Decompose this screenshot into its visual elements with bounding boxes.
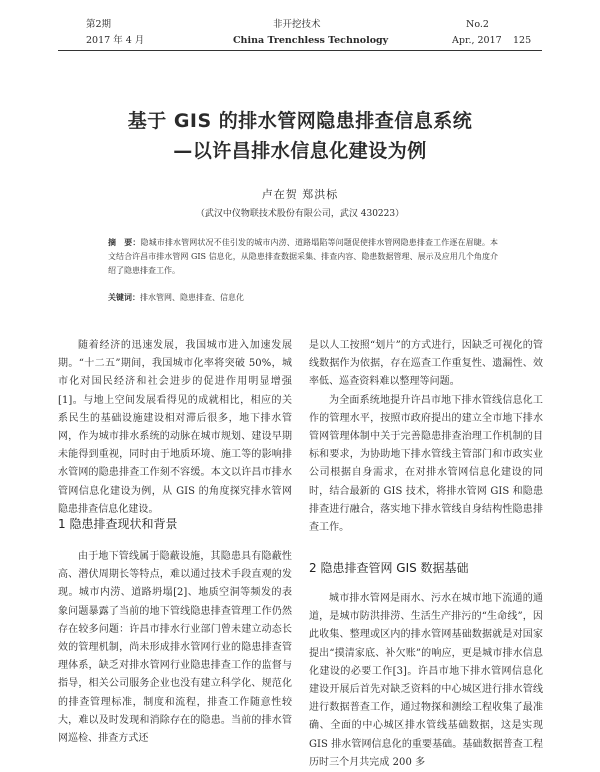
left-column-section-1 xyxy=(58,548,292,748)
affiliation: （武汉中仪物联技术股份有限公司，武汉 430223） xyxy=(195,209,405,219)
keywords-text: 排水管网、隐患排查、信息化 xyxy=(140,293,244,302)
right-paragraph-2: 为全面系统地提升许昌市地下排水管线信息化工作的管理水平，按照市政府提出的建立全市地下排水管网管理体制中关于完善隐患排查治理工作机制的目标和要求，为协助地下排水管线主管部门和市政实业公司根据自身需求，在对排水管网信息化建设的同时，结合最新的 GIS 技术，将排水管网 GIS 和隐患排查进行融合，落实地下排水管线自身结构性隐患排查工作。 xyxy=(309,394,543,534)
intro-paragraph: 随着经济的迅速发展，我国城市进入加速发展期。“十二五”期间，我国城市化率将突破 50%，城市化对国民经济和社会进步的促进作用明显增强[1]。与地上空间发展看得见的成就相比，相应的关系民生的基础设施建设相对滞后很多，地下排水管网，作为城市排水系统的动脉在城市规划、建设早期未能得到重视，同时由于地质环境、施工等的影响排水管网的隐患排查工作刻不容缓。本文以许昌市排水管网信息化建设为例，从 GIS 的角度探究排水管网隐患排查信息化建设。 xyxy=(58,340,292,515)
right-column-section-2 xyxy=(309,590,543,772)
header-date-en: Apr., 2017 xyxy=(452,35,502,46)
section-2-heading: 2 隐患排查管网 GIS 数据基础 xyxy=(309,561,469,575)
article-title-line-2: —以许昌排水信息化建设为例 xyxy=(173,140,427,162)
abstract xyxy=(108,236,498,278)
abstract-text: 隐城市排水管网状况不佳引发的城市内涝、道路塌陷等问题促使排水管网隐患排查工作逐在眉睫。本文结合许昌市排水管网 GIS 信息化，从隐患排查数据采集、排查内容、隐患数据管理、展示及应用几个角度介绍了隐患排查工作。 xyxy=(108,238,499,275)
header-issue-en: No.2 xyxy=(466,19,489,30)
keywords-label: 关键词： xyxy=(108,293,140,302)
article-title-line-1: 基于 GIS 的排水管网隐患排查信息系统 xyxy=(127,110,473,132)
section-1-heading: 1 隐患排查现状和背景 xyxy=(58,517,178,531)
abstract-label: 摘 要： xyxy=(108,238,141,247)
authors: 卢在贺 郑洪标 xyxy=(261,188,339,201)
right-column-upper xyxy=(309,337,543,537)
header-rule xyxy=(58,50,542,51)
section-1-paragraph: 由于地下管线属于隐蔽设施，其隐患具有隐蔽性高、潜伏周期长等特点，难以通过技术手段直观的发现。城市内涝、道路坍塌[2]、地质空洞等频发的表象问题暴露了当前的地下管线隐患排查管理工作仍然存在较多问题：许昌市排水行业部门曾未建立动态长效的管理机制，尚未形成排水管网行业的隐患排查管理体系，缺乏对排水管网行业隐患排查工作的监督与指导，相关公司服务企业也没有建立科学化、规范化的排查管理标准，制度和流程，排查工作随意性较大，难以及时发现和消除存在的隐患。当前的排水管网巡检、排查方式还 xyxy=(58,551,292,745)
header-journal-en: China Trenchless Technology xyxy=(233,35,389,46)
page-number: 125 xyxy=(513,35,532,46)
section-2-paragraph: 城市排水管网是雨水、污水在城市地下流通的通道，是城市防洪排涝、生活生产排污的“生命线”，因此收集、整理或区内的排水管网基础数据就是对国家提出“摸清家底、补欠账”的响应，更是城市排水信息化建设的必要工作[3]。许昌市地下排水管网信息化建设开展后首先对缺乏资料的中心城区进行排水管线进行数据普查工作，通过物探和测绘工程收集了最准确、全面的中心城区排水管线基础数据，这是实现 GIS 排水管网信息化的重要基础。基础数据普查工程历时三个月共完成 200 多 xyxy=(309,593,543,768)
intro-continuation: 是以人工按照“划片”的方式进行，因缺乏可视化的管线数据作为依据，存在巡查工作重复性、遗漏性、效率低、巡查资料难以整理等问题。 xyxy=(309,340,543,388)
header-issue-cn: 第2期 xyxy=(86,19,112,30)
keywords xyxy=(108,291,498,305)
header-journal-cn: 非开挖技术 xyxy=(273,19,321,30)
left-column-intro xyxy=(58,337,292,519)
header-date-cn: 2017 年 4 月 xyxy=(86,35,145,46)
